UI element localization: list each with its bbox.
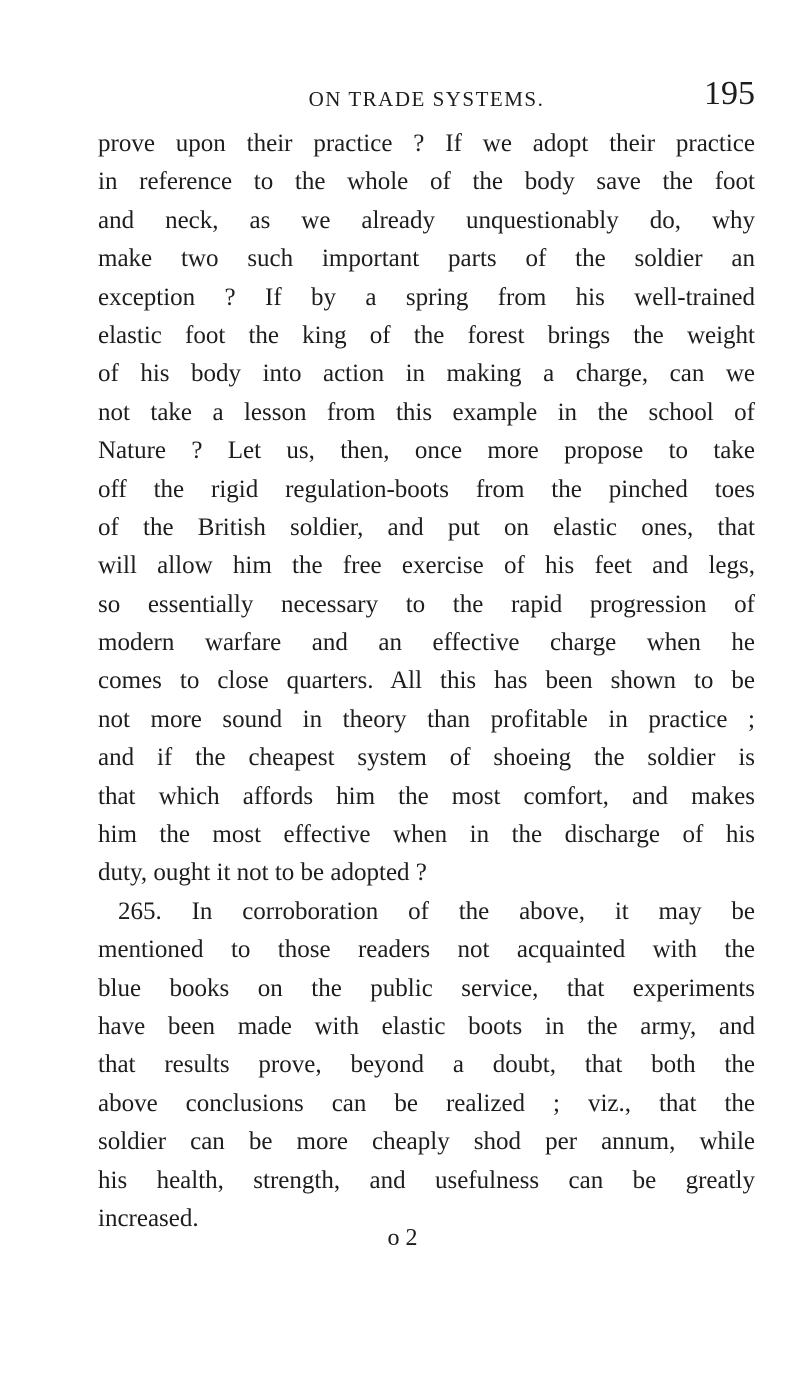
body-text [98,125,755,1238]
text-line: elastic foot the king of the forest brings the weight [98,321,755,349]
text-line: exception ? If by a spring from his well-trained [98,283,755,311]
text-line: soldier can be more cheaply shod per annum, while [98,1128,755,1156]
text-line: Nature ? Let us, then, once more propose to take [98,437,755,465]
text-line: and if the cheapest system of shoeing the soldier is [98,744,755,772]
text-line: not take a lesson from this example in the school of [98,398,755,426]
text-line: of the British soldier, and put on elastic ones, that [98,513,755,541]
text-line: increased. [98,1204,199,1232]
text-line: and neck, as we already unquestionably do, why [98,206,755,234]
text-line: above conclusions can be realized ; viz., that the [98,1089,755,1117]
text-line: prove upon their practice ? If we adopt their practice [98,130,755,157]
text-line: have been made with elastic boots in the army, and [98,1012,755,1040]
text-line: blue books on the public service, that experiments [98,974,755,1002]
text-line: mentioned to those readers not acquainted with the [98,936,755,964]
running-head [98,73,755,117]
text-line: that which affords him the most comfort, and makes [98,782,755,810]
text-line: in reference to the whole of the body save the foot [98,168,755,196]
paragraph-start-line: 265. In corroboration of the above, it may be [118,897,755,925]
text-line: will allow him the free exercise of his feet and legs, [98,552,755,580]
text-line: that results prove, beyond a doubt, that both the [98,1051,755,1079]
running-title: ON TRADE SYSTEMS. [308,87,545,111]
text-line: so essentially necessary to the rapid progression of [98,590,755,618]
text-line: make two such important parts of the soldier an [98,245,755,273]
page-number: 195 [704,75,755,112]
text-line: duty, ought it not to be adopted ? [98,859,427,887]
text-line: of his body into action in making a charge, can we [98,360,755,388]
text-line: comes to close quarters. All this has been shown to be [98,667,755,695]
text-line: his health, strength, and usefulness can be greatly [98,1166,755,1194]
signature-mark: o 2 [387,1225,418,1251]
text-line: not more sound in theory than profitable in practice ; [98,705,755,733]
text-line: him the most effective when in the discharge of his [98,821,755,849]
text-line: modern warfare and an effective charge when he [98,629,755,657]
text-line: off the rigid regulation-boots from the pinched toes [98,475,755,503]
